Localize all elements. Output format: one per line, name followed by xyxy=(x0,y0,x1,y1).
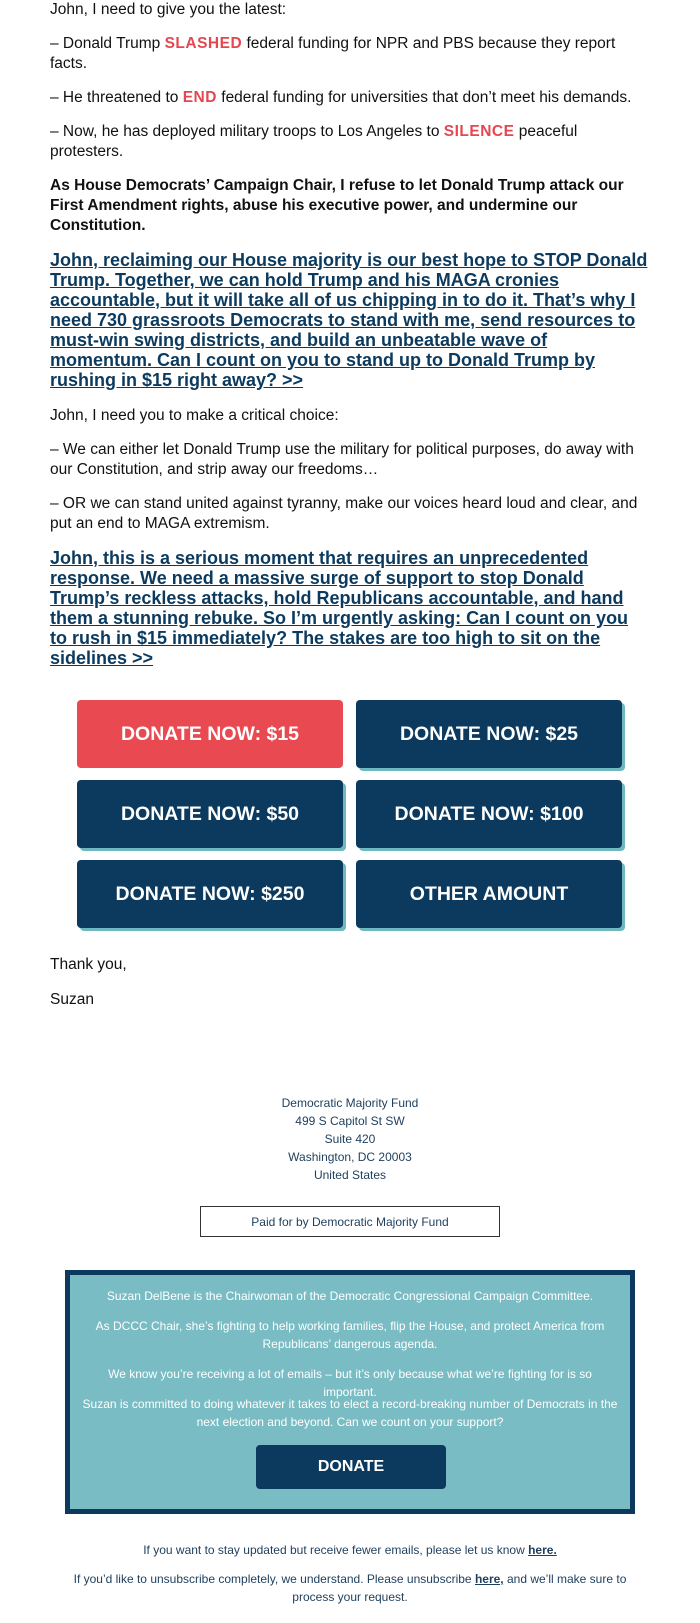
bullet-3-highlight: SILENCE xyxy=(443,123,515,140)
intro-text: John, I need to give you the latest: xyxy=(50,1,287,18)
address-city: Washington, DC 20003 xyxy=(288,1150,412,1164)
donate-100-button[interactable]: DONATE NOW: $100 xyxy=(356,780,622,848)
info-paragraph-4: Suzan is committed to doing whatever it takes to elect a record-breaking number of Democrats in the next election and beyond. Can we count on your support? xyxy=(82,1397,618,1429)
bullet-1-prefix: – Donald Trump xyxy=(50,35,165,52)
donate-button[interactable]: DONATE xyxy=(256,1445,446,1489)
bullet-2-prefix: – He threatened to xyxy=(50,89,183,106)
info-paragraph-3: We know you’re receiving a lot of emails – but it’s only because what we’re fighting for is so important. xyxy=(108,1367,592,1399)
address-street: 499 S Capitol St SW xyxy=(295,1114,405,1128)
unsubscribe-text-2: and we’ll make sure to process your request. xyxy=(292,1572,627,1604)
chair-info-box xyxy=(65,1270,635,1514)
mailing-address xyxy=(0,1094,700,1184)
paid-for-disclaimer: Paid for by Democratic Majority Fund xyxy=(200,1206,500,1237)
unsubscribe-link[interactable]: here, xyxy=(474,1572,504,1586)
fewer-emails-link[interactable]: here. xyxy=(528,1543,557,1557)
bullet-3 xyxy=(50,122,650,162)
donate-15-button[interactable]: DONATE NOW: $15 xyxy=(77,700,343,768)
bullet-1-highlight: SLASHED xyxy=(164,35,243,52)
bullet-1-suffix: federal funding for NPR and PBS because they report facts. xyxy=(50,35,616,72)
donate-50-button[interactable]: DONATE NOW: $50 xyxy=(77,780,343,848)
choice-1: – We can either let Donald Trump use the military for political purposes, do away with our Constitution, and strip away our freedoms… xyxy=(50,441,634,478)
bullet-3-suffix: peaceful protesters. xyxy=(50,123,578,160)
bullet-3-prefix: – Now, he has deployed military troops to Los Angeles to xyxy=(50,123,444,140)
donate-25-button[interactable]: DONATE NOW: $25 xyxy=(356,700,622,768)
signoff-name: Suzan xyxy=(50,991,94,1008)
bullet-2-highlight: END xyxy=(182,89,217,106)
unsubscribe-notice xyxy=(60,1570,640,1606)
info-paragraph-2: As DCCC Chair, she’s fighting to help working families, flip the House, and protect America from Republicans’ dangerous agenda. xyxy=(95,1319,605,1351)
fewer-emails-text: If you want to stay updated but receive fewer emails, please let us know xyxy=(143,1543,529,1557)
bullet-1 xyxy=(50,34,650,74)
cta-link-donate-15-urgent[interactable]: John, this is a serious moment that requires an unprecedented response. We need a massive surge of support to stop Donald Trump’s reckless attacks, hold Republicans accountable, and hand them a stunning rebuke. So I’m urgently asking: Can I count on you to rush in $15 immediately? The stakes are too high to sit on the sidelines >> xyxy=(50,548,629,668)
fewer-emails-notice xyxy=(0,1541,700,1559)
chair-statement: As House Democrats’ Campaign Chair, I refuse to let Donald Trump attack our First Amendment rights, abuse his executive power, and undermine our Constitution. xyxy=(50,177,624,234)
bullet-2-suffix: federal funding for universities that don’t meet his demands. xyxy=(216,89,632,106)
choice-2: – OR we can stand united against tyranny, make our voices heard loud and clear, and put an end to MAGA extremism. xyxy=(50,495,638,532)
address-org: Democratic Majority Fund xyxy=(281,1096,419,1110)
address-country: United States xyxy=(313,1168,387,1182)
signoff-closing: Thank you, xyxy=(50,956,127,973)
other-amount-button[interactable]: OTHER AMOUNT xyxy=(356,860,622,928)
address-suite: Suite 420 xyxy=(324,1132,376,1146)
cta-link-donate-15[interactable]: John, reclaiming our House majority is our best hope to STOP Donald Trump. Together, we can hold Trump and his MAGA cronies accountable, but it will take all of us chipping in to do it. That’s why I need 730 grassroots Democrats to stand with me, send resources to must-win swing districts, and build an unbeatable wave of momentum. Can I count on you to stand up to Donald Trump by rushing in $15 right away? >> xyxy=(50,250,648,390)
email-body xyxy=(50,0,650,684)
info-paragraph-1: Suzan DelBene is the Chairwoman of the Democratic Congressional Campaign Committee. xyxy=(106,1289,594,1303)
bullet-2 xyxy=(50,88,650,108)
choice-intro: John, I need you to make a critical choice: xyxy=(50,407,339,424)
donate-250-button[interactable]: DONATE NOW: $250 xyxy=(77,860,343,928)
unsubscribe-text-1: If you’d like to unsubscribe completely, we understand. Please unsubscribe xyxy=(73,1572,475,1586)
